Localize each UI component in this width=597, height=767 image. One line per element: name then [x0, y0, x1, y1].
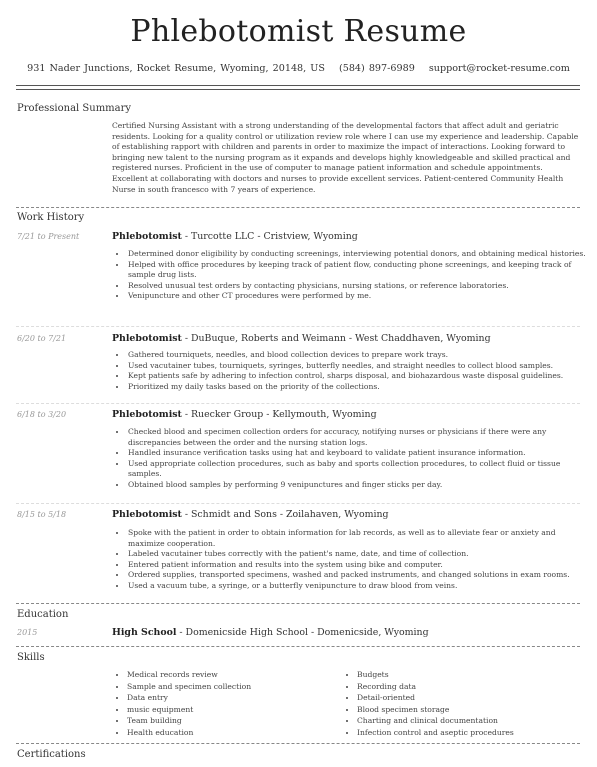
job-divider [16, 326, 580, 327]
job-bullet: • Spoke with the patient in order to obtain information for lab records, as well as to alleviate fear or anxiety and maximize cooperation. [127, 528, 587, 549]
skill-item: • Recording data [357, 681, 587, 693]
job-bullet: • Checked blood and specimen collection orders for accuracy, notifying nurses or physicians if there were any discrepancies between the order and the nursing station logs. [127, 427, 587, 448]
job-bullets [112, 427, 587, 491]
contact-email: support@rocket-resume.com [428, 63, 570, 74]
education-heading: Education [17, 609, 69, 620]
job-bullet: • Ordered supplies, transported specimens, washed and packed instruments, and changed solutions in exam rooms. [127, 570, 587, 581]
job-employer: - Turcotte LLC - Cristview, Wyoming [181, 231, 358, 242]
education-line [112, 627, 429, 638]
section-divider [16, 207, 580, 208]
skill-item: • Budgets [357, 669, 587, 681]
job-bullet: • Labeled vacutainer tubes correctly with the patient's name, date, and time of collection. [127, 549, 587, 560]
skill-item: • Data entry [127, 692, 337, 704]
skill-item: • Charting and clinical documentation [357, 715, 587, 727]
job-bullet: • Used vacutainer tubes, tourniquets, syringes, butterfly needles, and straight needles to collect blood samples. [127, 361, 587, 372]
summary-text: Certified Nursing Assistant with a strong understanding of the developmental factors that affect adult and geriatric residents. Looking for a quality control or utilization review role where I can use my experience and leadership. Capable of establishing rapport with children and parents in order to maximize the impact of interactions. Looking forward to bringing new talent to the nursing program as it expands and develops highly knowledgeable and skilled practical and registered nurses. Proficient in the use of computer to manage patient information and schedule appointments. Excellent at collaborating with doctors and nurses to provide excellent services. Patient-centered Community Health Nurse in south francesco with 7 years of experience. [112, 121, 579, 194]
job-title: Phlebotomist [112, 409, 182, 420]
skill-item: • Sample and specimen collection [127, 681, 337, 693]
job-employer: - Schmidt and Sons - Zoilahaven, Wyoming [181, 509, 389, 520]
resume-title: Phlebotomist Resume [130, 14, 467, 49]
job-bullet: • Helped with office procedures by keeping track of patient flow, conducting phone screenings, and keeping track of sample drug lists. [127, 260, 587, 281]
job-bullet: • Venipuncture and other CT procedures were performed by me. [127, 291, 587, 302]
job-bullet: • Used appropriate collection procedures, such as baby and sports collection procedures, to collect fluid or tissue samples. [127, 459, 587, 480]
education-date: 2015 [17, 628, 38, 637]
job-title: Phlebotomist [112, 509, 182, 520]
section-divider [16, 646, 580, 647]
contact-line [0, 63, 597, 74]
job-divider [16, 503, 580, 504]
job-bullet: • Entered patient information and results into the system using bike and computer. [127, 560, 587, 571]
summary-heading: Professional Summary [17, 103, 132, 114]
job-title: Phlebotomist [112, 333, 182, 344]
job-bullets [112, 249, 587, 302]
contact-phone: (584) 897-6989 [338, 63, 415, 74]
work-history-heading: Work History [17, 212, 85, 223]
skill-item: • Detail-oriented [357, 692, 587, 704]
job-bullet: • Determined donor eligibility by conducting screenings, interviewing potential donors, and obtaining medical histories. [127, 249, 587, 260]
section-divider [16, 603, 580, 604]
job-bullet: • Resolved unusual test orders by contacting physicians, nursing stations, or reference laboratories. [127, 281, 587, 292]
job-bullet: • Prioritized my daily tasks based on the priority of the collections. [127, 382, 587, 393]
job-title-line [112, 231, 358, 242]
job-bullets [112, 350, 587, 392]
skills-list-left [112, 669, 337, 738]
job-employer: - DuBuque, Roberts and Weimann - West Chaddhaven, Wyoming [181, 333, 491, 344]
job-title-line [112, 409, 377, 420]
education-degree: High School [112, 627, 177, 638]
job-bullets [112, 528, 587, 592]
job-bullet: • Obtained blood samples by performing 9 venipunctures and finger sticks per day. [127, 480, 587, 491]
job-date: 8/15 to 5/18 [17, 510, 67, 519]
job-date: 6/20 to 7/21 [17, 334, 67, 343]
job-bullet: • Used a vacuum tube, a syringe, or a butterfly venipuncture to draw blood from veins. [127, 581, 587, 592]
education-school: - Domenicside High School - Domenicside, Wyoming [176, 627, 429, 638]
header-divider [16, 85, 580, 90]
skill-item: • Health education [127, 727, 337, 739]
skills-heading: Skills [17, 652, 45, 663]
skills-list-right [342, 669, 587, 738]
contact-address: 931 Nader Junctions, Rocket Resume, Wyoming, 20148, US [27, 63, 325, 74]
job-date: 7/21 to Present [17, 232, 80, 241]
section-divider [16, 743, 580, 744]
skill-item: • Medical records review [127, 669, 337, 681]
skill-item: • Team building [127, 715, 337, 727]
job-date: 6/18 to 3/20 [17, 410, 67, 419]
job-divider [16, 403, 580, 404]
skill-item: • Infection control and aseptic procedures [357, 727, 587, 739]
job-title-line [112, 333, 491, 344]
job-title: Phlebotomist [112, 231, 182, 242]
job-bullet: • Kept patients safe by adhering to infection control, sharps disposal, and biohazardous waste disposal guidelines. [127, 371, 587, 382]
job-bullet: • Handled insurance verification tasks using hat and keyboard to validate patient insurance information. [127, 448, 587, 459]
job-title-line [112, 509, 389, 520]
job-employer: - Ruecker Group - Kellymouth, Wyoming [181, 409, 377, 420]
skill-item: • Blood specimen storage [357, 704, 587, 716]
certifications-heading: Certifications [17, 749, 86, 760]
job-bullet: • Gathered tourniquets, needles, and blood collection devices to prepare work trays. [127, 350, 587, 361]
skill-item: • music equipment [127, 704, 337, 716]
